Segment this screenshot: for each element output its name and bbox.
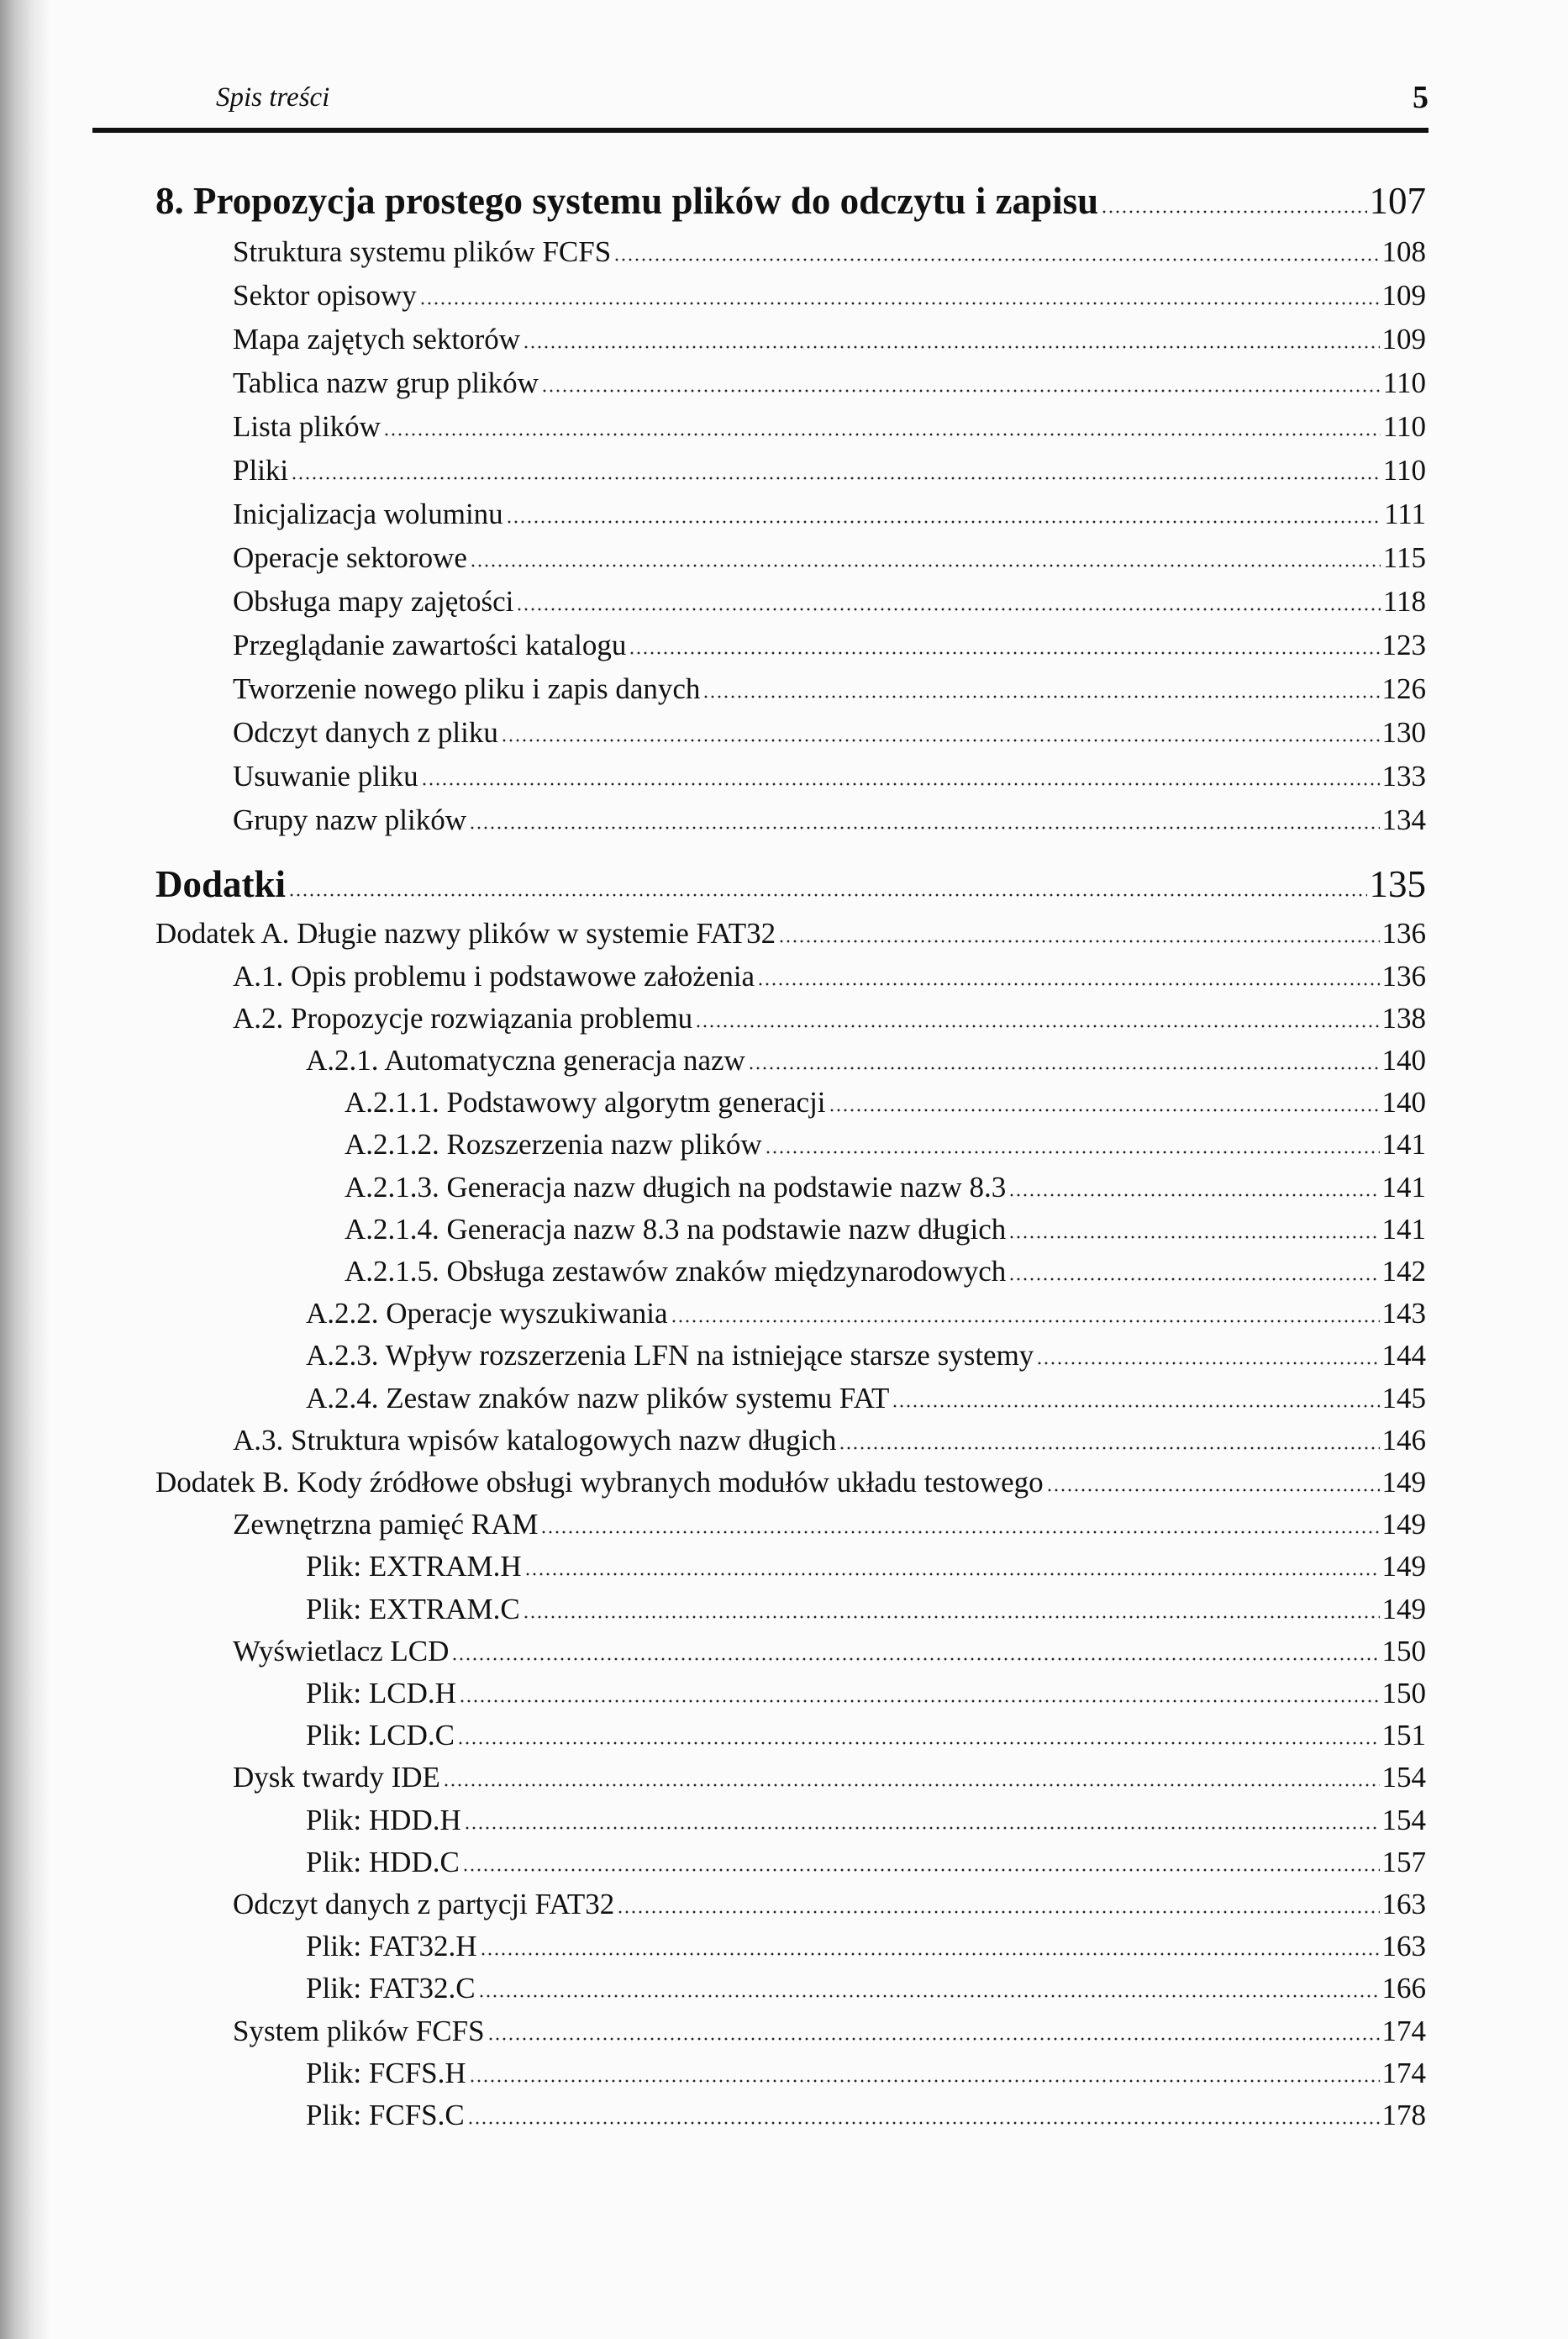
toc-entry-title: Plik: LCD.H bbox=[306, 1676, 456, 1709]
toc-entry-page: 130 bbox=[1381, 716, 1426, 750]
toc-entry-page: 135 bbox=[1369, 863, 1426, 906]
toc-entry bbox=[155, 279, 1426, 313]
toc-entry-title: Tablica nazw grup plików bbox=[233, 366, 539, 400]
toc-entry bbox=[155, 2100, 1426, 2130]
dot-leader bbox=[757, 982, 1379, 986]
toc-entry-title: Inicjalizacja woluminu bbox=[233, 498, 503, 531]
book-binding-shadow bbox=[0, 0, 50, 2339]
toc-entry-page: 109 bbox=[1381, 323, 1426, 356]
toc-entry bbox=[155, 761, 1426, 791]
toc-entry-page: 141 bbox=[1381, 1212, 1426, 1246]
toc-entry-page: 143 bbox=[1381, 1297, 1426, 1330]
toc-entry-title: Odczyt danych z pliku bbox=[233, 716, 498, 750]
dot-leader bbox=[443, 1783, 1380, 1787]
dot-leader bbox=[469, 826, 1379, 830]
toc-entry-title: Plik: FCFS.H bbox=[306, 2056, 466, 2089]
toc-entry-title: Sektor opisowy bbox=[233, 279, 417, 313]
toc-entry-page: 115 bbox=[1382, 541, 1426, 575]
toc-entry-page: 133 bbox=[1381, 760, 1426, 793]
toc-entry-page: 149 bbox=[1381, 1592, 1426, 1625]
toc-entry-title: Zewnętrzna pamięć RAM bbox=[233, 1508, 539, 1541]
toc-entry-page: 142 bbox=[1381, 1254, 1426, 1288]
toc-entry bbox=[155, 456, 1426, 485]
toc-entry-page: 141 bbox=[1381, 1128, 1426, 1162]
dot-leader bbox=[892, 1404, 1379, 1408]
toc-entry-page: 150 bbox=[1381, 1634, 1426, 1667]
toc-entry-page: 154 bbox=[1381, 1761, 1426, 1794]
dot-leader bbox=[523, 345, 1379, 349]
toc-entry-page: 110 bbox=[1382, 366, 1426, 400]
toc-entry-page: 146 bbox=[1381, 1423, 1426, 1457]
dot-leader bbox=[469, 2079, 1380, 2083]
toc-entry-title: Plik: EXTRAM.C bbox=[306, 1592, 520, 1625]
toc-entry bbox=[155, 1425, 1426, 1455]
dot-leader bbox=[462, 1868, 1380, 1872]
dot-leader bbox=[523, 1615, 1380, 1619]
toc-entry-title: Wyświetlacz LCD bbox=[233, 1634, 450, 1667]
toc-entry-page: 163 bbox=[1381, 1930, 1426, 1963]
toc-entry-title: Plik: FAT32.C bbox=[306, 1972, 476, 2005]
toc-entry-title: Dodatek B. Kody źródłowe obsługi wybranych modułów układu testowego bbox=[155, 1465, 1044, 1499]
toc-entry-page: 154 bbox=[1381, 1803, 1426, 1836]
toc-entry-title: A.2.1.2. Rozszerzenia nazw plików bbox=[345, 1128, 762, 1162]
dot-leader bbox=[457, 1741, 1380, 1745]
toc-entry bbox=[155, 180, 1426, 223]
dot-leader bbox=[288, 893, 1366, 897]
dot-leader bbox=[524, 1573, 1380, 1576]
toc-entry-page: 166 bbox=[1381, 1972, 1426, 2005]
dot-leader bbox=[464, 1826, 1380, 1830]
toc-entry bbox=[155, 410, 1426, 444]
toc-entry bbox=[155, 499, 1426, 529]
dot-leader bbox=[487, 2037, 1380, 2041]
toc-entry-page: 141 bbox=[1381, 1170, 1426, 1204]
toc-entry bbox=[155, 1551, 1426, 1581]
toc-entry-page: 140 bbox=[1381, 1043, 1426, 1077]
toc-entry bbox=[155, 1889, 1426, 1919]
toc-entry bbox=[155, 1805, 1426, 1835]
toc-entry-title: Przeglądanie zawartości katalogu bbox=[233, 629, 627, 662]
dot-leader bbox=[470, 564, 1381, 567]
toc-entry-title: System plików FCFS bbox=[233, 2014, 485, 2047]
toc-entry-page: 136 bbox=[1381, 959, 1426, 993]
toc-entry bbox=[155, 1383, 1426, 1413]
toc-entry-title: Obsługa mapy zajętości bbox=[233, 585, 514, 619]
toc-entry-page: 118 bbox=[1382, 585, 1426, 619]
toc-entry-title: A.2.1.4. Generacja nazw 8.3 na podstawie nazw długich bbox=[345, 1212, 1007, 1246]
toc-entry-page: 149 bbox=[1381, 1550, 1426, 1583]
toc-entry-title: Operacje sektorowe bbox=[233, 541, 467, 575]
toc-entry-title: Plik: FCFS.C bbox=[306, 2098, 465, 2131]
dot-leader bbox=[480, 1952, 1380, 1956]
dot-leader bbox=[451, 1657, 1379, 1661]
toc-entry bbox=[155, 1847, 1426, 1877]
dot-leader bbox=[778, 940, 1379, 943]
toc-entry bbox=[155, 1762, 1426, 1792]
toc-entry-page: 174 bbox=[1381, 2056, 1426, 2089]
toc-entry bbox=[155, 1341, 1426, 1370]
toc-entry bbox=[155, 961, 1426, 991]
toc-entry-title: Plik: LCD.C bbox=[306, 1719, 455, 1752]
toc-entry bbox=[155, 630, 1426, 660]
toc-entry-page: 149 bbox=[1381, 1508, 1426, 1541]
toc-entry-title: Plik: HDD.H bbox=[306, 1803, 461, 1836]
toc-entry-title: Lista plików bbox=[233, 410, 381, 444]
dot-leader bbox=[613, 258, 1379, 261]
toc-entry-page: 150 bbox=[1381, 1676, 1426, 1709]
toc-entry bbox=[155, 1043, 1426, 1077]
toc-entry bbox=[155, 1172, 1426, 1202]
dot-leader bbox=[617, 1910, 1379, 1914]
toc-entry-page: 178 bbox=[1381, 2098, 1426, 2131]
dot-leader bbox=[506, 520, 1381, 524]
header-rule bbox=[92, 128, 1429, 133]
toc-entry bbox=[155, 2058, 1426, 2088]
dot-leader bbox=[1036, 1362, 1379, 1365]
dot-leader bbox=[291, 477, 1381, 480]
toc-entry-title: A.2.1. Automatyczna generacja nazw bbox=[306, 1043, 745, 1077]
toc-entry-title: A.2.1.3. Generacja nazw długich na podstawie nazw 8.3 bbox=[345, 1170, 1007, 1204]
toc-entry bbox=[155, 1001, 1426, 1035]
toc-entry-title: Odczyt danych z partycji FAT32 bbox=[233, 1887, 615, 1920]
toc-entry-title: A.2.4. Zestaw znaków nazw plików systemu FAT bbox=[306, 1381, 890, 1414]
toc-entry-title: Plik: FAT32.H bbox=[306, 1930, 477, 1963]
dot-leader bbox=[541, 389, 1381, 392]
dot-leader bbox=[540, 1530, 1379, 1534]
running-title: Spis treści bbox=[216, 82, 330, 113]
dot-leader bbox=[1046, 1488, 1380, 1492]
toc-entry-title: Pliki bbox=[233, 454, 289, 487]
toc-entry bbox=[155, 235, 1426, 269]
toc-entry bbox=[155, 863, 1426, 906]
toc-entry-page: 110 bbox=[1382, 410, 1426, 444]
toc-entry-page: 140 bbox=[1381, 1086, 1426, 1119]
toc-entry-title: A.2. Propozycje rozwiązania problemu bbox=[233, 1001, 693, 1035]
dot-leader bbox=[702, 695, 1379, 698]
toc-entry-page: 110 bbox=[1382, 454, 1426, 487]
toc-entry-page: 157 bbox=[1381, 1845, 1426, 1878]
toc-entry bbox=[155, 1509, 1426, 1539]
dot-leader bbox=[421, 782, 1380, 786]
toc-entry bbox=[155, 541, 1426, 575]
toc-entry-page: 151 bbox=[1381, 1719, 1426, 1752]
toc-entry-page: 163 bbox=[1381, 1887, 1426, 1920]
toc-entry-page: 126 bbox=[1381, 672, 1426, 706]
toc-entry-page: 108 bbox=[1381, 235, 1426, 269]
dot-leader bbox=[478, 1994, 1380, 1998]
toc-entry bbox=[155, 716, 1426, 750]
toc-entry-title: Dodatek A. Długie nazwy plików w systemie FAT32 bbox=[155, 917, 776, 951]
toc-entry bbox=[155, 2016, 1426, 2046]
toc-entry bbox=[155, 324, 1426, 354]
toc-entry bbox=[155, 1128, 1426, 1162]
toc-entry-page: 109 bbox=[1381, 279, 1426, 313]
dot-leader bbox=[829, 1109, 1380, 1112]
toc-entry bbox=[155, 1720, 1426, 1750]
toc-entry-title: A.2.3. Wpływ rozszerzenia LFN na istniejące starsze systemy bbox=[306, 1339, 1034, 1372]
dot-leader bbox=[629, 651, 1379, 655]
toc-entry bbox=[155, 1299, 1426, 1328]
toc-entry-title: Tworzenie nowego pliku i zapis danych bbox=[233, 672, 701, 706]
toc-entry bbox=[155, 1594, 1426, 1624]
dot-leader bbox=[695, 1025, 1379, 1028]
toc-entry-title: Plik: HDD.C bbox=[306, 1845, 460, 1878]
dot-leader bbox=[383, 433, 1381, 436]
page-number: 5 bbox=[1413, 80, 1429, 115]
toc-entry-title: A.2.1.5. Obsługa zestawów znaków międzynarodowych bbox=[345, 1254, 1007, 1288]
toc-entry-page: 111 bbox=[1384, 498, 1426, 531]
toc-entry-page: 136 bbox=[1381, 917, 1426, 951]
toc-entry-title: A.2.2. Operacje wyszukiwania bbox=[306, 1297, 668, 1330]
dot-leader bbox=[1008, 1193, 1379, 1197]
dot-leader bbox=[765, 1151, 1380, 1154]
dot-leader bbox=[1101, 210, 1366, 213]
toc-entry bbox=[155, 585, 1426, 619]
dot-leader bbox=[459, 1699, 1380, 1703]
toc-entry-title: A.3. Struktura wpisów katalogowych nazw długich bbox=[233, 1423, 837, 1457]
dot-leader bbox=[839, 1446, 1379, 1450]
toc-entry-page: 144 bbox=[1381, 1339, 1426, 1372]
toc-entry bbox=[155, 1467, 1426, 1497]
toc-entry bbox=[155, 1256, 1426, 1286]
toc-entry-page: 174 bbox=[1381, 2014, 1426, 2047]
toc-entry bbox=[155, 917, 1426, 951]
toc-entry-title: Usuwanie pliku bbox=[233, 760, 418, 793]
dot-leader bbox=[467, 2121, 1380, 2125]
toc-entry bbox=[155, 672, 1426, 706]
toc-entry-page: 138 bbox=[1381, 1001, 1426, 1035]
toc-entry-title: Dodatki bbox=[155, 863, 287, 906]
toc-entry-title: Struktura systemu plików FCFS bbox=[233, 235, 612, 269]
toc-entry bbox=[155, 1973, 1426, 2003]
toc-entry-title: Dysk twardy IDE bbox=[233, 1761, 440, 1794]
dot-leader bbox=[671, 1320, 1380, 1323]
dot-leader bbox=[1008, 1277, 1379, 1281]
dot-leader bbox=[419, 302, 1380, 305]
dot-leader bbox=[516, 608, 1380, 611]
toc-entry bbox=[155, 1931, 1426, 1961]
dot-leader bbox=[501, 739, 1380, 742]
toc-entry-title: 8. Propozycja prostego systemu plików do odczytu i zapisu bbox=[155, 180, 1099, 223]
toc-entry-title: A.2.1.1. Podstawowy algorytm generacji bbox=[345, 1086, 826, 1119]
toc-entry bbox=[155, 1088, 1426, 1117]
toc-entry bbox=[155, 1636, 1426, 1666]
dot-leader bbox=[748, 1067, 1380, 1070]
toc-entry bbox=[155, 805, 1426, 835]
toc-entry-title: Mapa zajętych sektorów bbox=[233, 323, 521, 356]
toc-entry-page: 134 bbox=[1381, 803, 1426, 837]
toc-entry bbox=[155, 368, 1426, 398]
toc-entry bbox=[155, 1214, 1426, 1244]
toc-entry-page: 107 bbox=[1369, 180, 1426, 223]
toc-entry-page: 145 bbox=[1381, 1381, 1426, 1414]
toc-entry-title: Grupy nazw plików bbox=[233, 803, 467, 837]
toc-entry-page: 149 bbox=[1381, 1465, 1426, 1499]
toc-entry bbox=[155, 1678, 1426, 1708]
toc-entry-title: A.1. Opis problemu i podstawowe założenia bbox=[233, 959, 755, 993]
toc-entry-page: 123 bbox=[1381, 629, 1426, 662]
toc-entry-title: Plik: EXTRAM.H bbox=[306, 1550, 522, 1583]
dot-leader bbox=[1008, 1235, 1379, 1239]
